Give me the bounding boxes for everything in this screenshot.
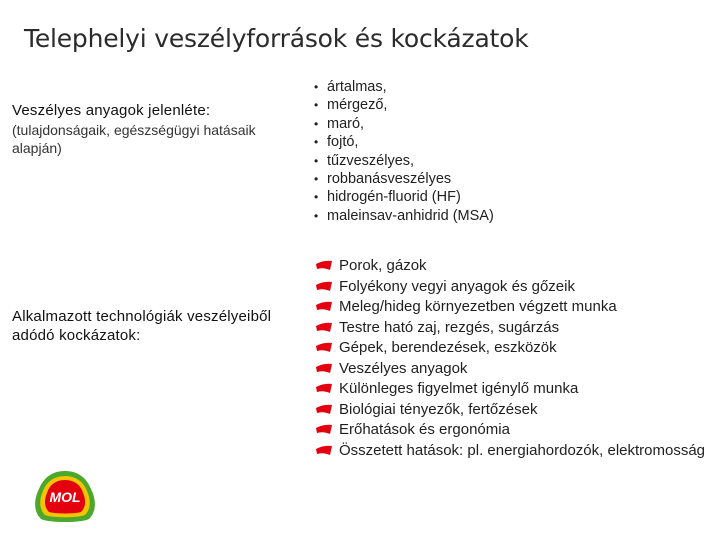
list-item: Gépek, berendezések, eszközök [315,338,715,359]
bullet-dot-icon: • [314,172,319,187]
mol-logo [27,469,103,523]
bullet-dot-icon: • [314,190,319,205]
red-swoosh-bullet-icon [315,363,333,374]
red-swoosh-bullet-icon [315,301,333,312]
svg-text:MOL: MOL [49,489,81,505]
list-item: • ártalmas, [314,79,387,95]
red-swoosh-bullet-icon [315,342,333,353]
red-swoosh-bullet-icon [315,445,333,456]
hazardous-substances-label [12,101,292,157]
bullet-dot-icon: • [314,208,319,223]
hazardous-substances-subheading: (tulajdonságaik, egészségügyi hatásaik alapján) [12,122,256,156]
list-item: Veszélyes anyagok [315,359,715,380]
list-item: • tűzveszélyes, [314,152,415,169]
page-title: Telephelyi veszélyforrások és kockázatok [24,24,529,53]
technology-risks-label [12,307,292,345]
list-item: • fojtó, [314,134,359,151]
list-item: • robbanásveszélyes [314,171,452,188]
technology-risks-list [315,256,715,461]
red-swoosh-bullet-icon [315,260,333,271]
technology-risks-heading: Alkalmazott technológiák veszélyeiből adódó kockázatok: [12,308,272,344]
list-item: • maró, [314,115,365,132]
red-swoosh-bullet-icon [315,424,333,435]
list-item: • maleinsav-anhidrid (MSA) [314,207,494,224]
bullet-dot-icon: • [314,153,319,168]
bullet-dot-icon: • [314,98,319,113]
hazardous-substances-heading: Veszélyes anyagok jelenléte: [12,102,211,119]
list-item: • hidrogén-fluorid (HF) [314,189,461,206]
list-item: Porok, gázok [315,256,715,277]
hazard-properties-list [314,78,494,225]
list-item: Biológiai tényezők, fertőzések [315,400,715,421]
bullet-dot-icon: • [314,80,319,94]
list-item: Összetett hatások: pl. energiahordozók, elektromosság [315,441,715,462]
list-item: Meleg/hideg környezetben végzett munka [315,297,715,318]
list-item: Folyékony vegyi anyagok és gőzeik [315,277,715,298]
list-item: Erőhatások és ergonómia [315,420,715,441]
red-swoosh-bullet-icon [315,281,333,292]
red-swoosh-bullet-icon [315,383,333,394]
red-swoosh-bullet-icon [315,404,333,415]
red-swoosh-bullet-icon [315,322,333,333]
bullet-dot-icon: • [314,135,319,150]
bullet-dot-icon: • [314,116,319,131]
list-item: Testre ható zaj, rezgés, sugárzás [315,318,715,339]
list-item: Különleges figyelmet igénylő munka [315,379,715,400]
list-item: • mérgező, [314,97,388,114]
